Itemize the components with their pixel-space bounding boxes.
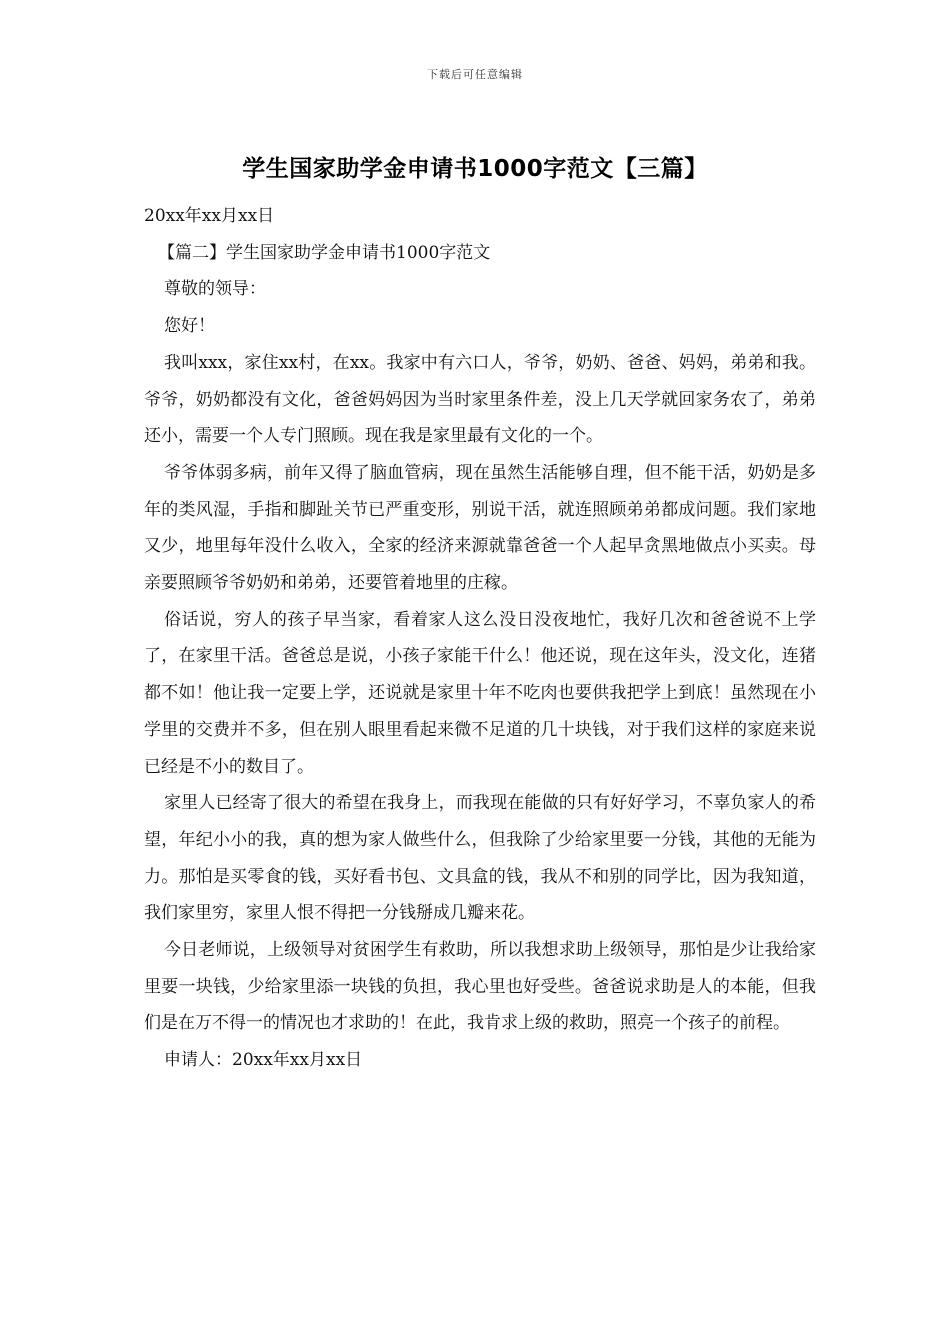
paragraph-request: 今日老师说，上级领导对贫困学生有救助，所以我想求助上级领导，那怕是少让我给家里要一块钱，少给家里添一块钱的负担，我心里也好受些。爸爸说求助是人的本能，但我们是在万不得一的情况也才求助的！在此，我肯求上级的救助，照亮一个孩子的前程。: [144, 940, 816, 1034]
header-note: 下载后可任意编辑: [427, 68, 523, 81]
salutation: 尊敬的领导：: [164, 279, 266, 300]
section-heading: 【篇二】学生国家助学金申请书1000字范文: [158, 242, 491, 263]
document-title: 学生国家助学金申请书1000字范文【三篇】: [242, 156, 708, 182]
paragraph-family: 我叫xxx，家住xx村，在xx。我家中有六口人，爷爷，奶奶、爸爸、妈妈，弟弟和我。爷爷，奶奶都没有文化，爸爸妈妈因为当时家里条件差，没上几天学就回家务农了，弟弟还小，需要一个人专门照顾。现在我是家里最有文化的一个。: [144, 352, 816, 447]
document-body: [144, 198, 816, 1079]
paragraph-school: 俗话说，穷人的孩子早当家，看着家人这么没日没夜地忙，我好几次和爸爸说不上学了，在家里干活。爸爸总是说，小孩子家能干什么！他还说，现在这年头，没文化，连猪都不如！他让我一定要上学，还说就是家里十年不吃肉也要供我把学上到底！虽然现在小学里的交费并不多，但在别人眼里看起来微不足道的几十块钱，对于我们这样的家庭来说已经是不小的数目了。: [144, 609, 816, 777]
greeting: 您好！: [164, 316, 215, 337]
signature-line: 申请人：20xx年xx月xx日: [164, 1050, 363, 1071]
date-line: 20xx年xx月xx日: [144, 206, 275, 226]
paragraph-health: 爷爷体弱多病，前年又得了脑血管病，现在虽然生活能够自理，但不能干活，奶奶是多年的类风湿，手指和脚趾关节已严重变形，别说干活，就连照顾弟弟都成问题。我们家地又少，地里每年没什么收入，全家的经济来源就靠爸爸一个人起早贪黑地做点小买卖。母亲要照顾爷爷奶奶和弟弟，还要管着地里的庄稼。: [144, 462, 816, 594]
paragraph-hope: 家里人已经寄了很大的希望在我身上，而我现在能做的只有好好学习，不辜负家人的希望，年纪小小的我，真的想为家人做些什么，但我除了少给家里要一分钱，其他的无能为力。那怕是买零食的钱，买好看书包、文具盒的钱，我从不和别的同学比，因为我知道，我们家里穷，家里人恨不得把一分钱掰成几瓣来花。: [144, 793, 816, 924]
